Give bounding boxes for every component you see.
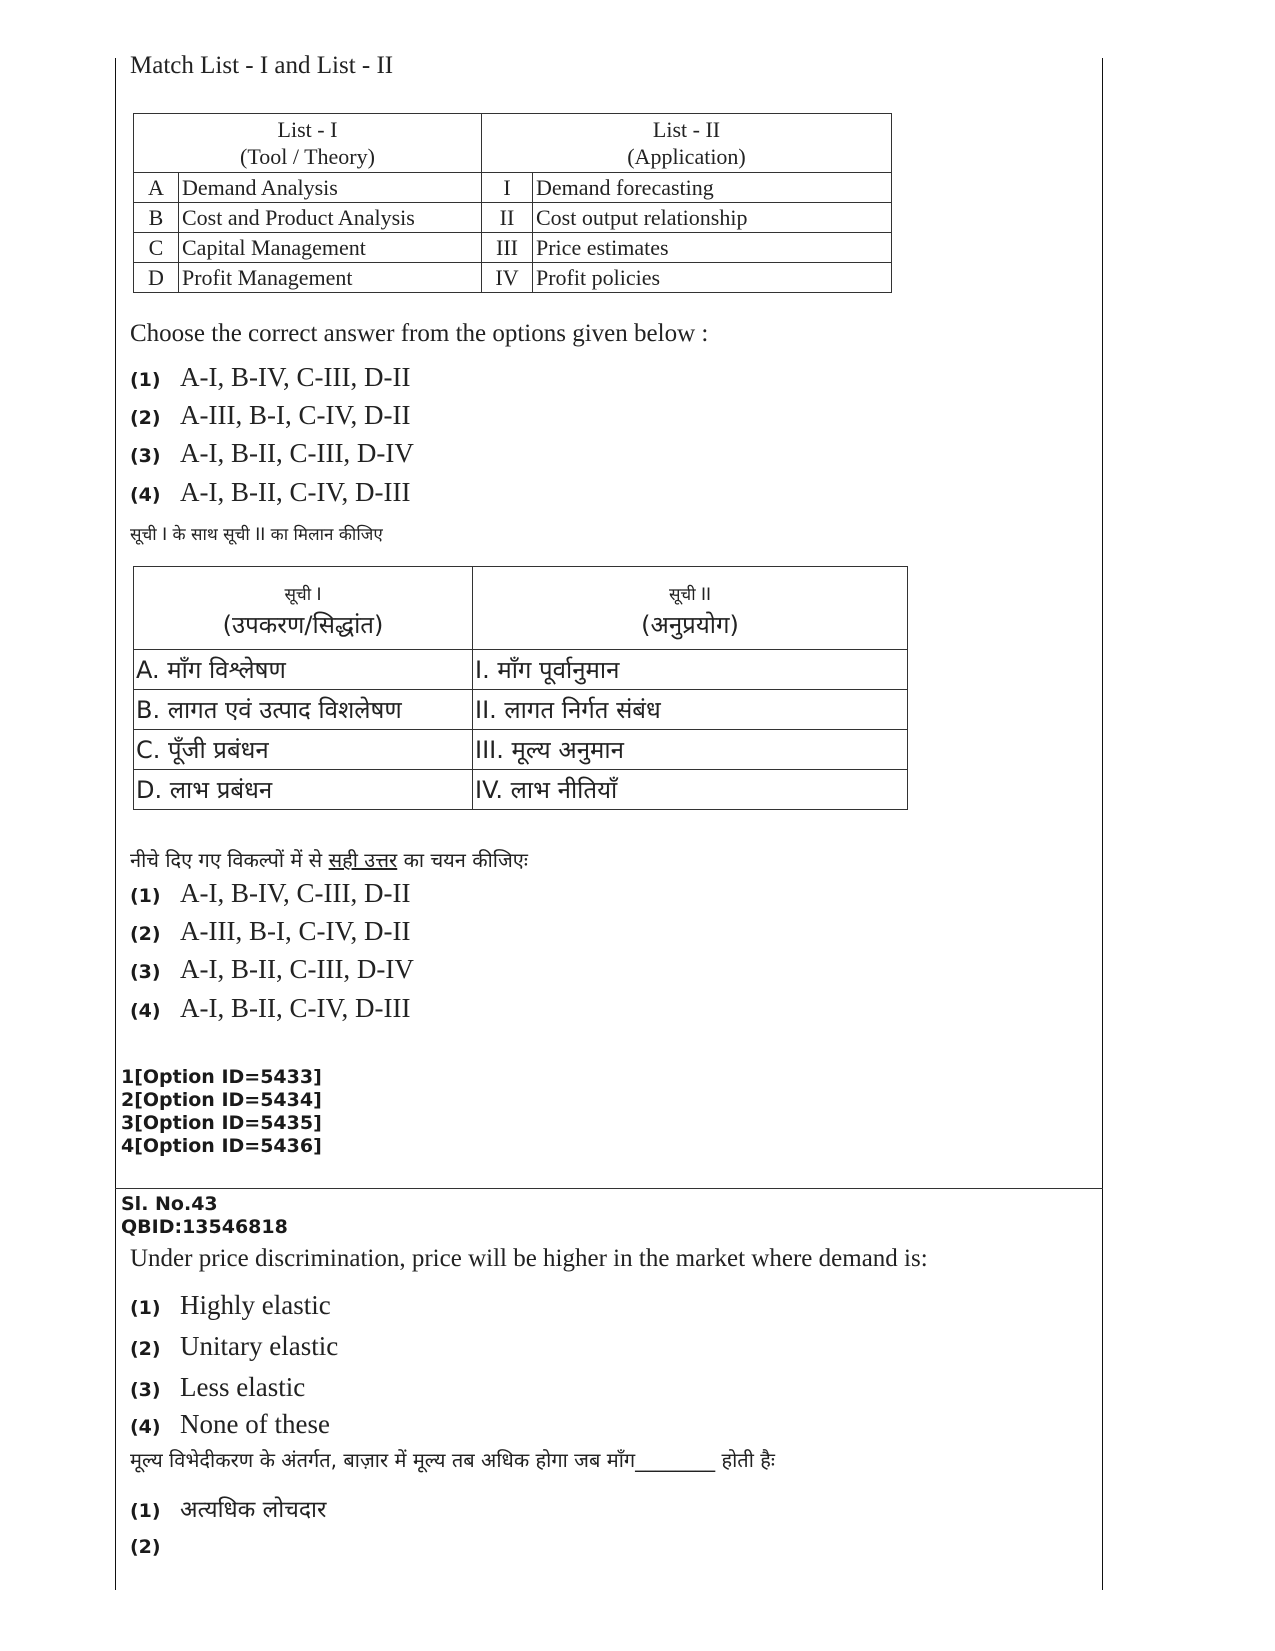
option-text: A-I, B-IV, C-III, D-II: [180, 362, 411, 392]
option-number: (2): [130, 1536, 161, 1558]
list-ii-header-hi: [473, 567, 908, 650]
list-i-item-hi: A. माँग विश्लेषण: [134, 650, 473, 690]
option-ids: [121, 1066, 322, 1158]
option-text: Unitary elastic: [180, 1331, 339, 1361]
list-i-item-hi: C. पूँजी प्रबंधन: [134, 730, 473, 770]
option-id: 2[Option ID=5434]: [121, 1089, 322, 1111]
question-bank-id: QBID:13546818: [121, 1216, 288, 1238]
option-number: (1): [130, 1297, 161, 1319]
option-id: 4[Option ID=5436]: [121, 1135, 322, 1157]
option-2-en[interactable]: [130, 1331, 338, 1362]
table-row: [134, 173, 892, 203]
option-text: A-I, B-II, C-III, D-IV: [180, 954, 414, 984]
question-text-hi: मूल्य विभेदीकरण के अंतर्गत, बाज़ार में मूल्य तब अधिक होगा जब माँग________ होती हैः: [130, 1448, 775, 1472]
option-number: (4): [130, 1000, 161, 1022]
option-text: अत्यधिक लोचदार: [180, 1497, 327, 1523]
question-title: Match List - I and List - II: [130, 52, 394, 79]
table-row: [134, 770, 908, 810]
list-i-subtitle: (Tool / Theory): [240, 144, 375, 169]
list-i-item: Demand Analysis: [179, 173, 482, 203]
list-ii-title: List - II: [652, 117, 721, 142]
list-ii-item-hi: III. मूल्य अनुमान: [473, 730, 908, 770]
list-i-title-hi: सूची I: [284, 584, 322, 605]
list-ii-item: Profit policies: [533, 263, 892, 293]
option-number: (1): [130, 1500, 161, 1522]
list-i-item-hi: D. लाभ प्रबंधन: [134, 770, 473, 810]
list-ii-item: Cost output relationship: [533, 203, 892, 233]
prompt-emphasis: सही उत्तर: [328, 848, 398, 872]
option-2-hi[interactable]: [130, 916, 410, 947]
list-ii-key: II: [482, 203, 533, 233]
answer-prompt-en: Choose the correct answer from the options given below :: [130, 320, 709, 347]
list-i-key: B: [134, 203, 179, 233]
option-number: (2): [130, 1338, 161, 1360]
table-row: [134, 690, 908, 730]
option-number: (4): [130, 484, 161, 506]
list-ii-item-hi: IV. लाभ नीतियाँ: [473, 770, 908, 810]
option-4-en[interactable]: [130, 477, 410, 508]
list-i-item: Profit Management: [179, 263, 482, 293]
option-text: A-I, B-II, C-III, D-IV: [180, 438, 414, 468]
option-number: (2): [130, 923, 161, 945]
prompt-text: नीचे दिए गए विकल्पों में से: [130, 848, 329, 872]
option-2-en[interactable]: [130, 400, 410, 431]
option-4-hi[interactable]: [130, 993, 410, 1024]
option-number: (3): [130, 1379, 161, 1401]
option-text: A-I, B-II, C-IV, D-III: [180, 993, 411, 1023]
option-text: Less elastic: [180, 1372, 306, 1402]
list-i-key: A: [134, 173, 179, 203]
list-ii-header: [482, 114, 892, 173]
option-1-en[interactable]: [130, 1290, 331, 1321]
question-title-hi: सूची I के साथ सूची II का मिलान कीजिए: [130, 525, 383, 545]
list-i-item: Capital Management: [179, 233, 482, 263]
list-i-header-hi: [134, 567, 473, 650]
table-row: [134, 233, 892, 263]
option-3-en[interactable]: [130, 1372, 305, 1403]
table-row: [134, 730, 908, 770]
list-i-item-hi: B. लागत एवं उत्पाद विशलेषण: [134, 690, 473, 730]
option-number: (3): [130, 961, 161, 983]
option-1-hi[interactable]: [130, 1492, 326, 1524]
option-1-en[interactable]: [130, 362, 410, 393]
option-text: A-III, B-I, C-IV, D-II: [180, 916, 411, 946]
list-ii-key: I: [482, 173, 533, 203]
serial-number: Sl. No.43: [121, 1193, 218, 1215]
list-ii-subtitle-hi: (अनुप्रयोग): [641, 610, 739, 639]
option-3-en[interactable]: [130, 438, 414, 469]
list-i-item: Cost and Product Analysis: [179, 203, 482, 233]
option-number: (3): [130, 445, 161, 467]
list-i-title: List - I: [277, 117, 338, 142]
list-ii-subtitle: (Application): [627, 144, 746, 169]
list-i-subtitle-hi: (उपकरण/सिद्धांत): [222, 610, 384, 639]
question-meta: [121, 1193, 288, 1239]
option-number: (1): [130, 369, 161, 391]
question-divider: [115, 1188, 1103, 1189]
option-2-hi[interactable]: [130, 1536, 180, 1558]
list-ii-item-hi: I. माँग पूर्वानुमान: [473, 650, 908, 690]
table-row: [134, 203, 892, 233]
option-text: A-I, B-II, C-IV, D-III: [180, 477, 411, 507]
answer-prompt-hi: [130, 846, 528, 873]
match-table-hi: [133, 566, 908, 810]
option-number: (4): [130, 1416, 161, 1438]
option-id: 3[Option ID=5435]: [121, 1112, 322, 1134]
list-ii-item-hi: II. लागत निर्गत संबंध: [473, 690, 908, 730]
option-text: A-I, B-IV, C-III, D-II: [180, 878, 411, 908]
list-ii-item: Price estimates: [533, 233, 892, 263]
option-number: (2): [130, 407, 161, 429]
question-text-en: Under price discrimination, price will be higher in the market where demand is:: [130, 1245, 928, 1272]
option-text: A-III, B-I, C-IV, D-II: [180, 400, 411, 430]
list-ii-title-hi: सूची II: [668, 584, 712, 605]
list-i-key: D: [134, 263, 179, 293]
option-3-hi[interactable]: [130, 954, 414, 985]
option-1-hi[interactable]: [130, 878, 410, 909]
prompt-text: का चयन कीजिएः: [397, 848, 528, 872]
option-id: 1[Option ID=5433]: [121, 1066, 322, 1088]
list-ii-key: IV: [482, 263, 533, 293]
list-i-key: C: [134, 233, 179, 263]
match-table-en: [133, 113, 892, 293]
table-row: [134, 650, 908, 690]
table-row: [134, 263, 892, 293]
option-4-en[interactable]: [130, 1409, 330, 1440]
option-text: Highly elastic: [180, 1290, 331, 1320]
option-number: (1): [130, 885, 161, 907]
list-ii-key: III: [482, 233, 533, 263]
list-ii-item: Demand forecasting: [533, 173, 892, 203]
list-i-header: [134, 114, 482, 173]
option-text: None of these: [180, 1409, 330, 1439]
